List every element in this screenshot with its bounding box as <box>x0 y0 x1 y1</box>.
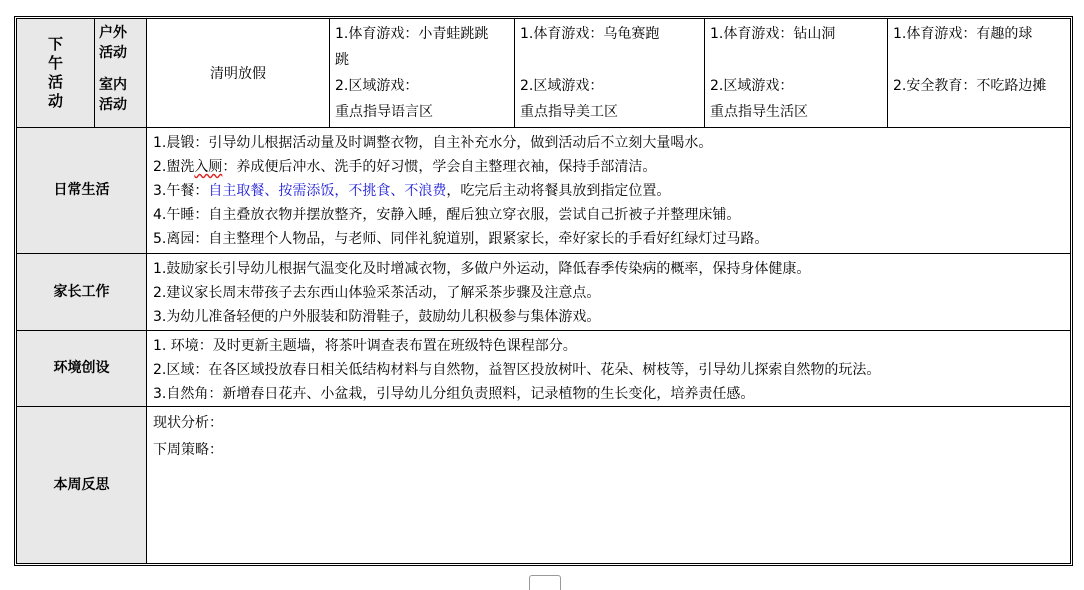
highlighted-text: 自主取餐、按需添饭，不挑食、不浪费 <box>208 183 447 199</box>
day-cell-1 <box>329 19 514 127</box>
reflection-content <box>146 406 1070 563</box>
day3-line-1: 1.体育游戏：钻山洞 <box>710 26 836 42</box>
reflection-line-2: 下周策略： <box>153 442 223 458</box>
daily-life-label-cell <box>17 127 146 253</box>
environment-line-1: 1. 环境：及时更新主题墙，将茶叶调查表布置在班级特色课程部分。 <box>153 338 577 354</box>
day-cell-2 <box>514 19 704 127</box>
spellcheck-mark: 入厕 <box>194 159 223 175</box>
day1-line-3: 2.区域游戏： <box>335 78 419 94</box>
environment-label-cell <box>17 330 146 406</box>
holiday-text: 清明放假 <box>210 66 266 82</box>
day4-line-1: 1.体育游戏：有趣的球 <box>893 26 1033 42</box>
reflection-label-cell <box>17 406 146 563</box>
reflection-label: 本周反思 <box>53 476 110 493</box>
afternoon-char-4: 动 <box>47 92 63 110</box>
parent-work-label-cell <box>17 253 146 330</box>
daily-life-line-4: 4.午睡：自主叠放衣物并摆放整齐，安静入睡，醒后独立穿衣服，尝试自己折被子并整理床铺。 <box>153 207 741 223</box>
day1-line-1: 1.体育游戏：小青蛙跳跳 <box>335 26 489 42</box>
day4-line-4 <box>893 99 1070 125</box>
indoor-label-2: 活动 <box>99 97 127 113</box>
afternoon-char-2: 午 <box>47 54 63 72</box>
day2-line-1: 1.体育游戏：乌龟赛跑 <box>520 26 660 42</box>
day4-line-3: 2.安全教育：不吃路边摊 <box>893 78 1047 94</box>
environment-label: 环境创设 <box>53 360 110 376</box>
day1-line-2: 跳 <box>335 52 349 68</box>
environment-content <box>146 330 1070 406</box>
indoor-label-1: 室内 <box>99 77 127 93</box>
environment-line-2: 2.区域：在各区域投放春日相关低结构材料与自然物，益智区投放树叶、花朵、树枝等，引导幼儿探索自然物的玩法。 <box>153 362 881 378</box>
day-cell-3 <box>704 19 887 127</box>
afternoon-label-cell <box>17 19 94 127</box>
day2-line-3: 2.区域游戏： <box>520 78 604 94</box>
day1-line-4: 重点指导语言区 <box>335 104 433 120</box>
afternoon-char-1: 下 <box>47 35 63 53</box>
parent-work-line-3: 3.为幼儿准备轻便的户外服装和防滑鞋子，鼓励幼儿积极参与集体游戏。 <box>153 309 601 325</box>
day-cell-4 <box>887 19 1070 127</box>
daily-life-label: 日常生活 <box>53 182 110 198</box>
outdoor-label-2: 活动 <box>99 45 127 61</box>
parent-work-line-1: 1.鼓励家长引导幼儿根据气温变化及时增减衣物，多做户外运动，降低春季传染病的概率，保持身体健康。 <box>153 261 811 277</box>
day2-line-2 <box>520 47 704 73</box>
daily-life-line-1: 1.晨锻：引导幼儿根据活动量及时调整衣物，自主补充水分，做到活动后不立刻大量喝水。 <box>153 135 713 151</box>
outdoor-label-1: 户外 <box>99 25 127 41</box>
environment-line-3: 3.自然角：新增春日花卉、小盆栽，引导幼儿分组负责照料，记录植物的生长变化，培养责任感。 <box>153 386 755 402</box>
activity-type-cell <box>94 19 146 127</box>
reflection-line-1: 现状分析： <box>153 415 223 431</box>
daily-life-content <box>146 127 1070 253</box>
page-tab-handle[interactable] <box>529 575 561 590</box>
parent-work-content <box>146 253 1070 330</box>
day3-line-3: 2.区域游戏： <box>710 78 794 94</box>
parent-work-line-2: 2.建议家长周末带孩子去东西山体验采茶活动，了解采茶步骤及注意点。 <box>153 285 601 301</box>
afternoon-char-3: 活 <box>47 73 63 91</box>
weekly-plan-table <box>14 16 1073 566</box>
daily-life-line-5: 5.离园：自主整理个人物品，与老师、同伴礼貌道别，跟紧家长，牵好家长的手看好红绿灯过马路。 <box>153 231 769 247</box>
parent-work-label: 家长工作 <box>53 283 110 300</box>
day3-line-2 <box>710 47 887 73</box>
daily-life-line-3: 3.午餐：自主取餐、按需添饭，不挑食、不浪费，吃完后主动将餐具放到指定位置。 <box>153 183 671 199</box>
daily-life-line-2: 2.盥洗入厕：养成便后冲水、洗手的好习惯，学会自主整理衣袖，保持手部清洁。 <box>153 159 657 175</box>
day4-line-2 <box>893 47 1070 73</box>
day2-line-4: 重点指导美工区 <box>520 104 618 120</box>
holiday-cell <box>146 19 329 127</box>
day3-line-4: 重点指导生活区 <box>710 104 808 120</box>
